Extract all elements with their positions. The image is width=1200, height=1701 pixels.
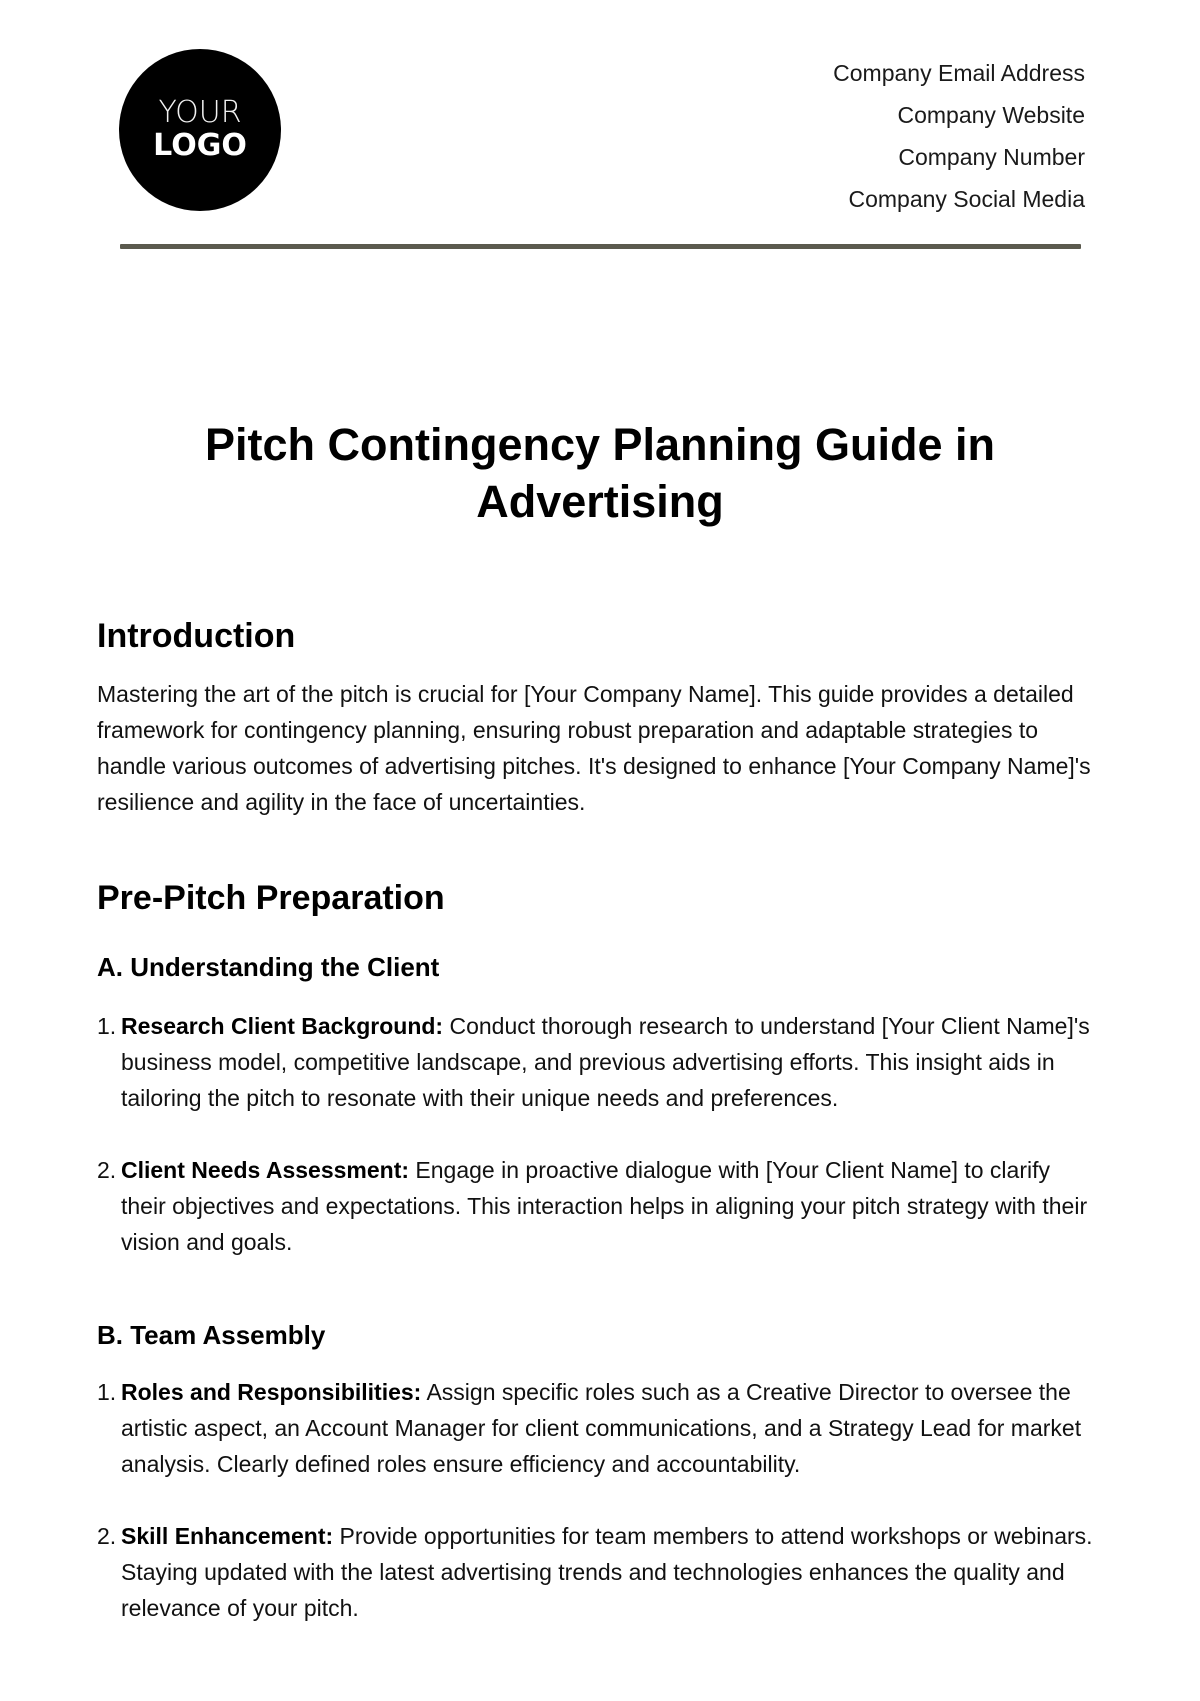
introduction-paragraph: Mastering the art of the pitch is crucial for [Your Company Name]. This guide provides a detailed framework for contingency planning, ensuring robust preparation and adaptable strategies to handle various outcomes of advertising pitches. It's designed to enhance [Your Company Name]'s resilience and agility in the face of uncertainties. — [97, 681, 1091, 815]
section-heading-introduction: Introduction — [97, 617, 296, 655]
list-item-text: Engage in proactive dialogue with [Your Client Name] to clarify their objectives and expectations. This interaction helps in aligning your pitch strategy with their vision and goals. — [121, 1157, 1088, 1255]
list-number: 1. — [97, 1379, 117, 1405]
company-website: Company Website — [897, 102, 1085, 128]
header-divider — [120, 244, 1081, 249]
logo-text-logo: LOGO — [153, 128, 247, 163]
list-item-lead: Client Needs Assessment: — [121, 1157, 410, 1183]
list-item-lead: Roles and Responsibilities: — [121, 1379, 422, 1405]
document-header — [0, 0, 1200, 260]
list-item-lead: Research Client Background: — [121, 1013, 444, 1039]
list-item — [97, 1518, 1097, 1626]
list-item-text: Conduct thorough research to understand [Your Client Name]'s business model, competitive landscape, and previous advertising efforts. This insight aids in tailoring the pitch to resonate with their unique needs and preferences. — [121, 1013, 1090, 1111]
understanding-client-list — [97, 1008, 1097, 1260]
list-item — [97, 1008, 1097, 1116]
document-title: Pitch Contingency Planning Guide in Advertising — [204, 419, 996, 527]
team-assembly-list — [97, 1374, 1097, 1626]
section-introduction — [97, 614, 1097, 820]
company-contact-block — [833, 52, 1085, 220]
company-logo — [119, 49, 281, 211]
document-body — [97, 614, 1097, 1626]
list-number: 1. — [97, 1013, 117, 1039]
list-item — [97, 1152, 1097, 1260]
section-heading-pre-pitch: Pre-Pitch Preparation — [97, 879, 445, 917]
list-number: 2. — [97, 1523, 117, 1549]
subsection-heading-understanding-client: A. Understanding the Client — [97, 952, 440, 982]
list-item — [97, 1374, 1097, 1482]
list-item-lead: Skill Enhancement: — [121, 1523, 334, 1549]
list-number: 2. — [97, 1157, 117, 1183]
list-item-text: Provide opportunities for team members to attend workshops or webinars. Staying updated with the latest advertising trends and technologies enhances the quality and relevance of your pitch. — [121, 1523, 1093, 1621]
subsection-heading-team-assembly: B. Team Assembly — [97, 1320, 326, 1350]
list-item-text: Assign specific roles such as a Creative Director to oversee the artistic aspect, an Account Manager for client communications, and a Strategy Lead for market analysis. Clearly defined roles ensure efficiency and accountability. — [121, 1379, 1082, 1477]
section-pre-pitch-preparation — [97, 876, 1097, 1626]
company-social-media: Company Social Media — [848, 186, 1085, 212]
company-email: Company Email Address — [833, 60, 1085, 86]
company-number: Company Number — [898, 144, 1085, 170]
logo-text-your: YOUR — [158, 95, 242, 130]
